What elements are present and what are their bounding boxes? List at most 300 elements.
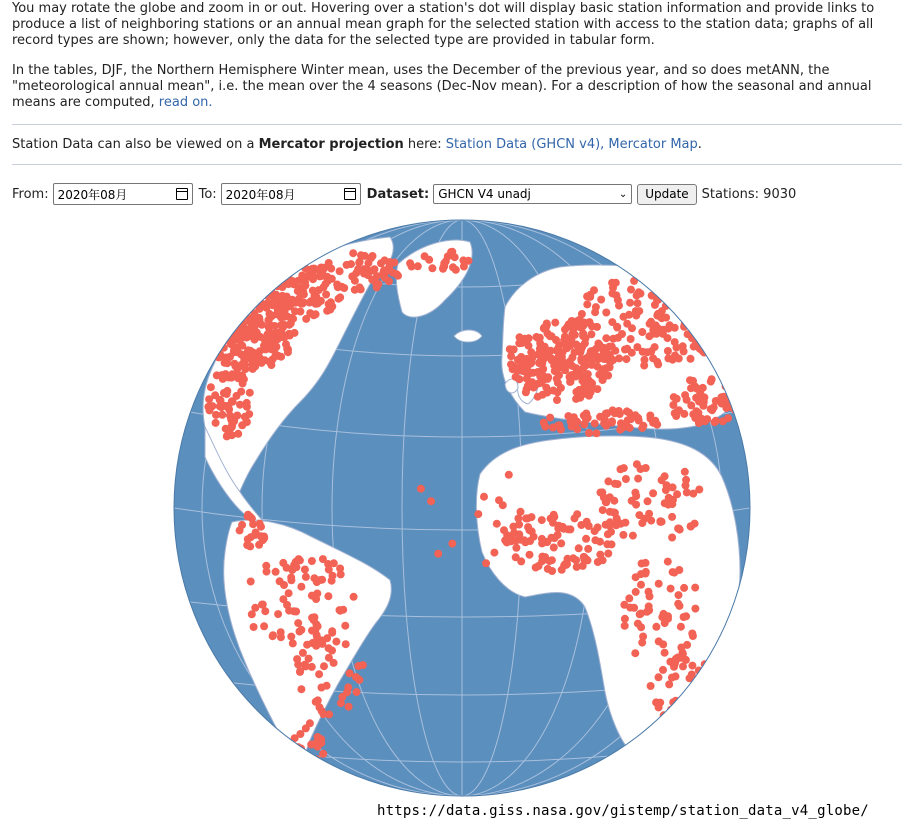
station-dot[interactable] <box>570 413 578 421</box>
station-dot[interactable] <box>206 339 214 347</box>
station-dot[interactable] <box>604 550 612 558</box>
station-dot[interactable] <box>608 279 616 287</box>
station-dot[interactable] <box>708 375 716 383</box>
station-dot[interactable] <box>220 314 228 322</box>
station-dot[interactable] <box>687 522 695 530</box>
station-dot[interactable] <box>503 538 511 546</box>
station-dot[interactable] <box>225 313 233 321</box>
station-dot[interactable] <box>588 347 596 355</box>
station-dot[interactable] <box>449 263 457 271</box>
station-dot[interactable] <box>447 248 455 256</box>
station-dot[interactable] <box>697 287 705 295</box>
station-dot[interactable] <box>620 464 628 472</box>
station-dot[interactable] <box>359 661 367 669</box>
station-dot[interactable] <box>578 357 586 365</box>
station-dot[interactable] <box>596 551 604 559</box>
station-dot[interactable] <box>228 423 236 431</box>
station-dot[interactable] <box>527 378 535 386</box>
update-button[interactable]: Update <box>637 184 696 205</box>
station-dot[interactable] <box>651 343 659 351</box>
station-dot[interactable] <box>247 578 255 586</box>
station-dot[interactable] <box>695 486 703 494</box>
station-dot[interactable] <box>203 317 211 325</box>
station-dot[interactable] <box>622 355 630 363</box>
station-dot[interactable] <box>258 601 266 609</box>
station-dot[interactable] <box>301 769 309 777</box>
station-dot[interactable] <box>221 330 229 338</box>
station-dot[interactable] <box>296 668 304 676</box>
station-dot[interactable] <box>490 549 498 557</box>
station-dot[interactable] <box>238 314 246 322</box>
station-dot[interactable] <box>575 544 583 552</box>
station-dot[interactable] <box>250 309 258 317</box>
station-dot[interactable] <box>297 583 305 591</box>
station-dot[interactable] <box>313 769 321 777</box>
station-dot[interactable] <box>668 500 676 508</box>
station-dot[interactable] <box>353 688 361 696</box>
station-dot[interactable] <box>619 531 627 539</box>
station-dot[interactable] <box>534 393 542 401</box>
station-dot[interactable] <box>317 297 325 305</box>
station-dot[interactable] <box>667 292 675 300</box>
station-dot[interactable] <box>616 426 624 434</box>
station-dot[interactable] <box>709 295 717 303</box>
station-dot[interactable] <box>351 277 359 285</box>
station-dot[interactable] <box>325 710 333 718</box>
station-dot[interactable] <box>206 406 214 414</box>
station-dot[interactable] <box>310 767 318 775</box>
station-dot[interactable] <box>290 750 298 758</box>
station-dot[interactable] <box>718 400 726 408</box>
station-dot[interactable] <box>580 420 588 428</box>
from-date-input[interactable] <box>53 183 193 205</box>
station-dot[interactable] <box>267 267 275 275</box>
station-dot[interactable] <box>688 690 696 698</box>
station-dot[interactable] <box>684 330 692 338</box>
station-dot[interactable] <box>655 703 663 711</box>
station-dot[interactable] <box>711 418 719 426</box>
station-dot[interactable] <box>641 356 649 364</box>
station-dot[interactable] <box>572 373 580 381</box>
station-dot[interactable] <box>212 411 220 419</box>
station-dot[interactable] <box>631 649 639 657</box>
station-dot[interactable] <box>216 402 224 410</box>
station-dot[interactable] <box>238 421 246 429</box>
station-dot[interactable] <box>549 387 557 395</box>
station-dot[interactable] <box>588 322 596 330</box>
station-dot[interactable] <box>308 557 316 565</box>
station-dot[interactable] <box>339 606 347 614</box>
station-dot[interactable] <box>568 354 576 362</box>
station-dot[interactable] <box>352 269 360 277</box>
station-dot[interactable] <box>704 682 712 690</box>
station-dot[interactable] <box>311 760 319 768</box>
station-dot[interactable] <box>230 299 238 307</box>
station-dot[interactable] <box>691 314 699 322</box>
station-dot[interactable] <box>630 604 638 612</box>
station-dot[interactable] <box>639 274 647 282</box>
station-dot[interactable] <box>602 364 610 372</box>
station-dot[interactable] <box>302 315 310 323</box>
station-dot[interactable] <box>572 556 580 564</box>
station-dot[interactable] <box>620 313 628 321</box>
station-dot[interactable] <box>303 641 311 649</box>
station-dot[interactable] <box>677 623 685 631</box>
station-dot[interactable] <box>294 619 302 627</box>
station-dot[interactable] <box>283 268 291 276</box>
station-dot[interactable] <box>664 354 672 362</box>
station-dot[interactable] <box>613 514 621 522</box>
station-dot[interactable] <box>677 712 685 720</box>
mercator-map-link[interactable]: Station Data (GHCN v4), Mercator Map <box>445 137 698 152</box>
station-dot[interactable] <box>297 626 305 634</box>
station-dot[interactable] <box>608 289 616 297</box>
station-dot[interactable] <box>514 356 522 364</box>
station-dot[interactable] <box>593 429 601 437</box>
to-date-input[interactable] <box>221 183 361 205</box>
station-dot[interactable] <box>312 642 320 650</box>
station-dot[interactable] <box>668 674 676 682</box>
station-dot[interactable] <box>632 492 640 500</box>
station-dot[interactable] <box>272 271 280 279</box>
station-dot[interactable] <box>696 322 704 330</box>
station-dot[interactable] <box>434 550 442 558</box>
station-dot[interactable] <box>512 544 520 552</box>
station-dot[interactable] <box>544 375 552 383</box>
station-dot[interactable] <box>629 532 637 540</box>
station-dot[interactable] <box>621 615 629 623</box>
station-dot[interactable] <box>246 294 254 302</box>
station-dot[interactable] <box>671 338 679 346</box>
station-dot[interactable] <box>236 297 244 305</box>
station-dot[interactable] <box>287 633 295 641</box>
station-dot[interactable] <box>602 422 610 430</box>
station-dot[interactable] <box>213 371 221 379</box>
station-dot[interactable] <box>594 523 602 531</box>
station-dot[interactable] <box>332 638 340 646</box>
station-dot[interactable] <box>695 419 703 427</box>
station-dot[interactable] <box>583 300 591 308</box>
station-dot[interactable] <box>545 348 553 356</box>
station-dot[interactable] <box>351 286 359 294</box>
station-dot[interactable] <box>258 279 266 287</box>
station-dot[interactable] <box>336 267 344 275</box>
station-dot[interactable] <box>670 663 678 671</box>
station-dot[interactable] <box>687 293 695 301</box>
station-dot[interactable] <box>244 535 252 543</box>
station-dot[interactable] <box>319 555 327 563</box>
station-dot[interactable] <box>695 398 703 406</box>
station-dot[interactable] <box>637 290 645 298</box>
station-dot[interactable] <box>223 314 231 322</box>
station-dot[interactable] <box>685 296 693 304</box>
station-dot[interactable] <box>638 424 646 432</box>
station-dot[interactable] <box>571 514 579 522</box>
station-dot[interactable] <box>313 634 321 642</box>
station-dot[interactable] <box>555 371 563 379</box>
station-dot[interactable] <box>215 338 223 346</box>
station-dot[interactable] <box>242 307 250 315</box>
station-dot[interactable] <box>701 310 709 318</box>
station-dot[interactable] <box>678 717 686 725</box>
station-dot[interactable] <box>625 594 633 602</box>
station-dot[interactable] <box>221 322 229 330</box>
station-dot[interactable] <box>549 519 557 527</box>
station-dot[interactable] <box>261 277 269 285</box>
station-dot[interactable] <box>546 414 554 422</box>
station-dot[interactable] <box>713 698 721 706</box>
station-dot[interactable] <box>217 318 225 326</box>
station-dot[interactable] <box>648 273 656 281</box>
station-dot[interactable] <box>676 602 684 610</box>
station-dot[interactable] <box>666 280 674 288</box>
station-dot[interactable] <box>538 344 546 352</box>
station-dot[interactable] <box>236 298 244 306</box>
calendar-icon[interactable] <box>344 188 356 200</box>
station-dot[interactable] <box>209 338 217 346</box>
station-dot[interactable] <box>343 261 351 269</box>
station-dot[interactable] <box>649 280 657 288</box>
station-dot[interactable] <box>428 264 436 272</box>
station-dot[interactable] <box>638 328 646 336</box>
station-dot[interactable] <box>713 303 721 311</box>
station-dot[interactable] <box>708 671 716 679</box>
station-dot[interactable] <box>319 750 327 758</box>
station-dot[interactable] <box>543 538 551 546</box>
station-dot[interactable] <box>266 320 274 328</box>
station-dot[interactable] <box>329 572 337 580</box>
station-dot[interactable] <box>594 363 602 371</box>
station-dot[interactable] <box>341 622 349 630</box>
station-dot[interactable] <box>272 568 280 576</box>
station-dot[interactable] <box>673 395 681 403</box>
station-dot[interactable] <box>691 605 699 613</box>
station-dot[interactable] <box>681 468 689 476</box>
station-dot[interactable] <box>683 694 691 702</box>
station-dot[interactable] <box>245 293 253 301</box>
station-dot[interactable] <box>538 557 546 565</box>
station-dot[interactable] <box>289 639 297 647</box>
station-dot[interactable] <box>474 510 482 518</box>
station-dot[interactable] <box>283 564 291 572</box>
station-dot[interactable] <box>291 299 299 307</box>
station-dot[interactable] <box>252 529 260 537</box>
station-dot[interactable] <box>302 573 310 581</box>
station-dot[interactable] <box>214 323 222 331</box>
station-dot[interactable] <box>717 697 725 705</box>
station-dot[interactable] <box>663 284 671 292</box>
station-dot[interactable] <box>206 320 214 328</box>
station-dot[interactable] <box>672 412 680 420</box>
station-dot[interactable] <box>683 396 691 404</box>
station-dot[interactable] <box>227 340 235 348</box>
station-dot[interactable] <box>228 431 236 439</box>
station-dot[interactable] <box>712 671 720 679</box>
station-dot[interactable] <box>661 472 669 480</box>
station-dot[interactable] <box>634 299 642 307</box>
station-dot[interactable] <box>393 270 401 278</box>
station-dot[interactable] <box>237 350 245 358</box>
station-dot[interactable] <box>558 566 566 574</box>
station-dot[interactable] <box>654 360 662 368</box>
station-dot[interactable] <box>278 302 286 310</box>
station-dot[interactable] <box>701 674 709 682</box>
station-dot[interactable] <box>257 287 265 295</box>
station-dot[interactable] <box>519 367 527 375</box>
station-dot[interactable] <box>248 515 256 523</box>
station-dot[interactable] <box>222 315 230 323</box>
station-dot[interactable] <box>627 335 635 343</box>
station-dot[interactable] <box>228 370 236 378</box>
station-dot[interactable] <box>709 662 717 670</box>
station-dot[interactable] <box>597 489 605 497</box>
station-dot[interactable] <box>507 360 515 368</box>
station-dot[interactable] <box>318 270 326 278</box>
station-dot[interactable] <box>336 565 344 573</box>
station-dot[interactable] <box>213 329 221 337</box>
station-dot[interactable] <box>614 334 622 342</box>
station-dot[interactable] <box>336 293 344 301</box>
station-dot[interactable] <box>717 702 725 710</box>
station-dot[interactable] <box>664 558 672 566</box>
station-dot[interactable] <box>330 559 338 567</box>
station-dot[interactable] <box>233 412 241 420</box>
station-dot[interactable] <box>677 644 685 652</box>
station-dot[interactable] <box>265 358 273 366</box>
station-dot[interactable] <box>711 308 719 316</box>
station-dot[interactable] <box>594 558 602 566</box>
station-dot[interactable] <box>229 305 237 313</box>
station-dot[interactable] <box>368 276 376 284</box>
station-dot[interactable] <box>237 388 245 396</box>
station-dot[interactable] <box>272 291 280 299</box>
station-dot[interactable] <box>500 526 508 534</box>
station-dot[interactable] <box>586 291 594 299</box>
station-dot[interactable] <box>212 419 220 427</box>
station-dot[interactable] <box>646 592 654 600</box>
station-dot[interactable] <box>369 267 377 275</box>
station-dot[interactable] <box>516 536 524 544</box>
station-dot[interactable] <box>325 654 333 662</box>
station-dot[interactable] <box>582 535 590 543</box>
station-dot[interactable] <box>691 318 699 326</box>
station-dot[interactable] <box>305 757 313 765</box>
station-dot[interactable] <box>582 334 590 342</box>
station-dot[interactable] <box>575 386 583 394</box>
station-dot[interactable] <box>675 297 683 305</box>
station-dot[interactable] <box>682 298 690 306</box>
station-dot[interactable] <box>643 608 651 616</box>
station-dot[interactable] <box>678 283 686 291</box>
station-dot[interactable] <box>694 409 702 417</box>
station-dot[interactable] <box>207 383 215 391</box>
station-dot[interactable] <box>691 584 699 592</box>
station-dot[interactable] <box>277 628 285 636</box>
station-dot[interactable] <box>622 475 630 483</box>
station-dot[interactable] <box>615 302 623 310</box>
station-dot[interactable] <box>316 703 324 711</box>
station-dot[interactable] <box>688 662 696 670</box>
station-dot[interactable] <box>239 379 247 387</box>
station-dot[interactable] <box>507 352 515 360</box>
station-dot[interactable] <box>223 390 231 398</box>
station-dot[interactable] <box>700 719 708 727</box>
station-dot[interactable] <box>680 584 688 592</box>
station-dot[interactable] <box>532 564 540 572</box>
station-dot[interactable] <box>543 320 551 328</box>
station-dot[interactable] <box>248 297 256 305</box>
station-dot[interactable] <box>250 623 258 631</box>
station-dot[interactable] <box>682 482 690 490</box>
station-dot[interactable] <box>584 545 592 553</box>
station-dot[interactable] <box>682 656 690 664</box>
station-dot[interactable] <box>698 327 706 335</box>
station-dot[interactable] <box>668 534 676 542</box>
station-dot[interactable] <box>660 711 668 719</box>
station-dot[interactable] <box>576 343 584 351</box>
station-dot[interactable] <box>627 415 635 423</box>
station-dot[interactable] <box>265 330 273 338</box>
station-dot[interactable] <box>662 486 670 494</box>
station-dot[interactable] <box>668 513 676 521</box>
station-dot[interactable] <box>459 256 467 264</box>
station-dot[interactable] <box>697 713 705 721</box>
station-dot[interactable] <box>325 259 333 267</box>
station-dot[interactable] <box>227 310 235 318</box>
station-dot[interactable] <box>270 299 278 307</box>
station-dot[interactable] <box>212 330 220 338</box>
station-dot[interactable] <box>310 574 318 582</box>
station-dot[interactable] <box>669 282 677 290</box>
station-dot[interactable] <box>621 519 629 527</box>
station-dot[interactable] <box>282 340 290 348</box>
station-dot[interactable] <box>227 311 235 319</box>
station-dot[interactable] <box>277 264 285 272</box>
station-dot[interactable] <box>654 310 662 318</box>
station-dot[interactable] <box>215 312 223 320</box>
station-dot[interactable] <box>296 730 304 738</box>
station-dot[interactable] <box>306 719 314 727</box>
station-dot[interactable] <box>541 423 549 431</box>
station-dot[interactable] <box>517 557 525 565</box>
station-dot[interactable] <box>480 493 488 501</box>
station-dot[interactable] <box>634 620 642 628</box>
station-dot[interactable] <box>542 384 550 392</box>
station-dot[interactable] <box>516 333 524 341</box>
station-dot[interactable] <box>215 335 223 343</box>
station-dot[interactable] <box>289 315 297 323</box>
station-dot[interactable] <box>257 300 265 308</box>
station-dot[interactable] <box>662 314 670 322</box>
station-dot[interactable] <box>557 539 565 547</box>
station-dot[interactable] <box>205 319 213 327</box>
station-dot[interactable] <box>610 497 618 505</box>
station-dot[interactable] <box>626 299 634 307</box>
station-dot[interactable] <box>243 302 251 310</box>
station-dot[interactable] <box>716 689 724 697</box>
station-dot[interactable] <box>535 359 543 367</box>
station-dot[interactable] <box>655 580 663 588</box>
station-dot[interactable] <box>308 663 316 671</box>
station-dot[interactable] <box>596 343 604 351</box>
station-dot[interactable] <box>713 700 721 708</box>
station-dot[interactable] <box>584 556 592 564</box>
station-dot[interactable] <box>544 565 552 573</box>
station-dot[interactable] <box>608 343 616 351</box>
station-dot[interactable] <box>205 337 213 345</box>
station-dot[interactable] <box>592 303 600 311</box>
station-dot[interactable] <box>217 338 225 346</box>
